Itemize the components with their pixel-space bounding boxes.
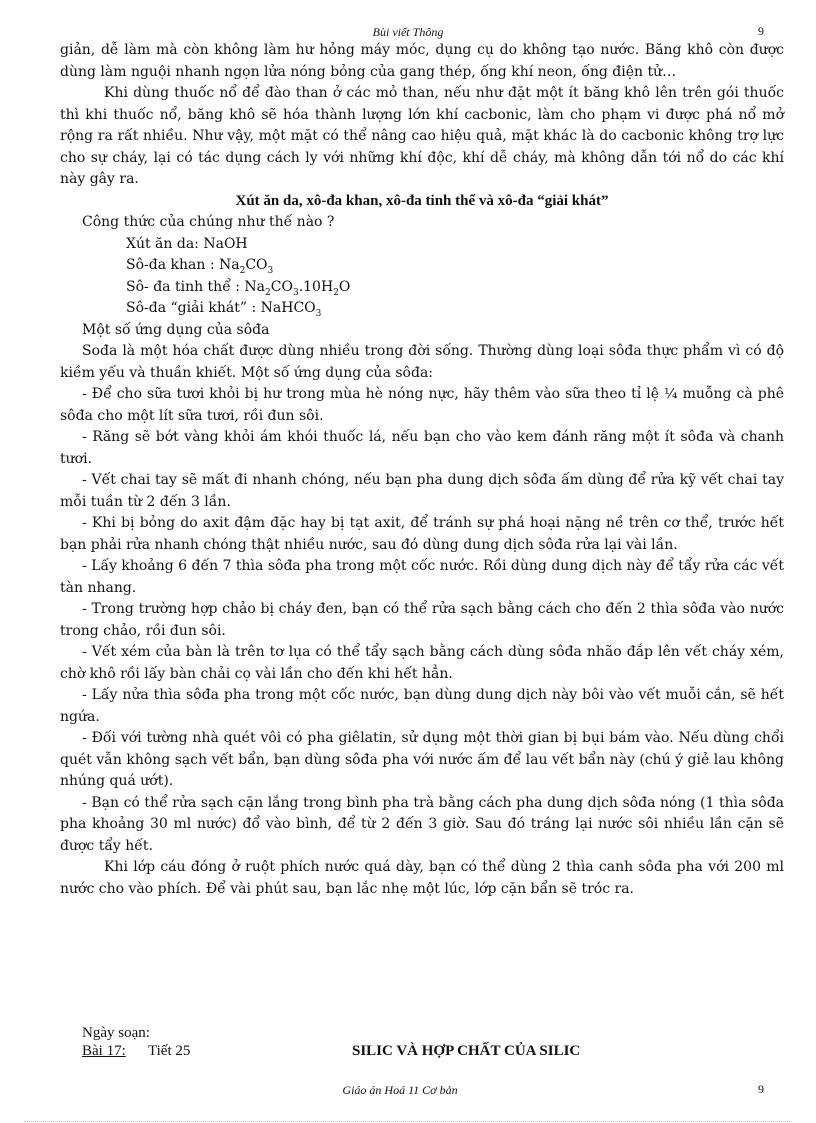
footer-title: Giáo án Hoá 11 Cơ bản xyxy=(342,1083,458,1097)
lesson-number: Bài 17: xyxy=(82,1043,126,1059)
formula-value: NaOH xyxy=(203,235,248,252)
formula-na2co3-10h2o xyxy=(60,277,784,299)
question: Công thức của chúng như thế nào ? xyxy=(82,214,335,230)
formula-label: Sô-đa khan : xyxy=(126,257,219,273)
header-page-number: 9 xyxy=(758,24,764,38)
lesson-title: SILIC VÀ HỢP CHẤT CỦA SILIC xyxy=(352,1043,581,1059)
paragraph: Khi dùng thuốc nổ để đào than ở các mỏ than, nếu như đặt một ít băng khô lên trên gói thuốc thì khi thuốc nổ, băng khô sẽ hóa thành lượng lớn khí cacbonic, làm cho phạm vi được phá nổ mở rộng ra rất nhiều. Như vậy, một mặt có thể nâng cao hiệu quả, mặt khác là do cacbonic không trợ lực cho sự cháy, lại có tác dụng cách ly với những khí độc, khí dễ cháy, mà không dẫn tới nổ do các khí này gây ra. xyxy=(60,85,784,187)
list-item: - Vết chai tay sẽ mất đi nhanh chóng, nếu bạn pha dung dịch sôđa ấm dùng để rửa kỹ vết chai tay mỗi tuần từ 2 đến 3 lần. xyxy=(60,472,784,510)
list-item: - Đối với tường nhà quét vôi có pha giêlatin, sử dụng một thời gian bị bụi bám vào. Nếu dùng chổi quét vẫn không sạch vết bẩn, bạn dùng sôđa pha với nước ấm để lau vết bẩn này (chú ý giẻ lau không nhúng quá ướt). xyxy=(60,730,784,789)
list-item: - Bạn có thể rửa sạch cặn lắng trong bình pha trà bằng cách pha dung dịch sôđa nóng (1 thìa sôđa pha khoảng 30 ml nước) đổ vào bình, để từ 2 đến 3 giờ. Sau đó tráng lại nước sôi nhiều lần cặn sẽ được tẩy hết. xyxy=(60,794,784,854)
list-item: - Lấy nửa thìa sôđa pha trong một cốc nước, bạn dùng dung dịch này bôi vào vết muỗi cắn, sẽ hết ngứa. xyxy=(60,687,784,725)
document-body xyxy=(60,40,784,900)
formula-naoh xyxy=(60,234,784,256)
formula-label: Xút ăn da: xyxy=(126,235,204,252)
list-item: - Khi bị bỏng do axit đậm đặc hay bị tạt axit, để tránh sự phá hoại nặng nề trên cơ thể, trước hết bạn phải rửa nhanh chóng thật nhiều nước, sau đó dùng dung dịch sôđa rửa lại vài lần. xyxy=(60,515,784,553)
formula-label: Sô- đa tinh thể : xyxy=(126,278,245,295)
header-author: Bùi viết Thông xyxy=(372,25,444,39)
list-item: - Răng sẽ bớt vàng khỏi ám khói thuốc lá, nếu bạn cho vào kem đánh răng một ít sôđa và chanh tươi. xyxy=(60,429,784,467)
section-heading: Xút ăn da, xô-đa khan, xô-đa tinh thể và xô-đa “giải khát” xyxy=(235,192,609,209)
footer-page-number: 9 xyxy=(758,1082,764,1096)
footer-divider xyxy=(24,1121,792,1122)
list-item: - Để cho sữa tươi khỏi bị hư trong mùa hè nóng nực, hãy thêm vào sữa theo tỉ lệ ¼ muỗng cà phê sôđa cho một lít sữa tươi, rồi đun sôi. xyxy=(60,386,784,424)
formula-na2co3 xyxy=(60,255,784,277)
formula-value: NaHCO$_3$ xyxy=(260,300,322,319)
uses-heading: Một số ứng dụng của sôđa xyxy=(82,321,270,338)
page-header xyxy=(0,22,816,42)
formula-value: $Na_2CO_3$ xyxy=(219,257,274,276)
formula-value: $Na_2CO_3.10H_2O$ xyxy=(244,278,351,298)
period-number: Tiết 25 xyxy=(148,1043,191,1059)
page-footer xyxy=(0,1080,816,1100)
list-item: - Trong trường hợp chảo bị cháy đen, bạn có thể rửa sạch bằng cách cho đến 2 thìa sôđa vào nước trong chảo, rồi đun sôi. xyxy=(60,601,784,639)
formula-nahco3 xyxy=(60,298,784,320)
paragraph: giản, dễ làm mà còn không làm hư hỏng máy móc, dụng cụ do không tạo nước. Băng khô còn được dùng làm nguội nhanh ngọn lửa nóng bỏng của gang thép, ống khí neon, ống điện tử… xyxy=(60,42,784,80)
date-label: Ngày soạn: xyxy=(82,1025,150,1041)
lesson-header xyxy=(82,1024,782,1062)
list-item: - Vết xém của bàn là trên tơ lụa có thể tẩy sạch bằng cách dùng sôđa nhão đắp lên vết cháy xém, chờ khô rồi lấy bàn chải cọ vài lần cho đến khi hết hẳn. xyxy=(60,644,784,682)
formula-label: Sô-đa “giải khát” : xyxy=(126,300,261,316)
list-item: - Lấy khoảng 6 đến 7 thìa sôđa pha trong một cốc nước. Rồi dùng dung dịch này để tẩy rửa các vết tàn nhang. xyxy=(60,558,784,596)
closing-paragraph: Khi lớp cáu đóng ở ruột phích nước quá dày, bạn có thể dùng 2 thìa canh sôđa pha với 200 ml nước cho vào phích. Để vài phút sau, bạn lắc nhẹ một lúc, lớp cặn bẩn sẽ tróc ra. xyxy=(60,859,784,897)
lesson-row xyxy=(82,1042,782,1062)
intro-paragraph: Sođa là một hóa chất được dùng nhiều trong đời sống. Thường dùng loại sôđa thực phẩm vì có độ kiềm yếu và thuần khiết. Một số ứng dụng của sôđa: xyxy=(60,343,784,381)
